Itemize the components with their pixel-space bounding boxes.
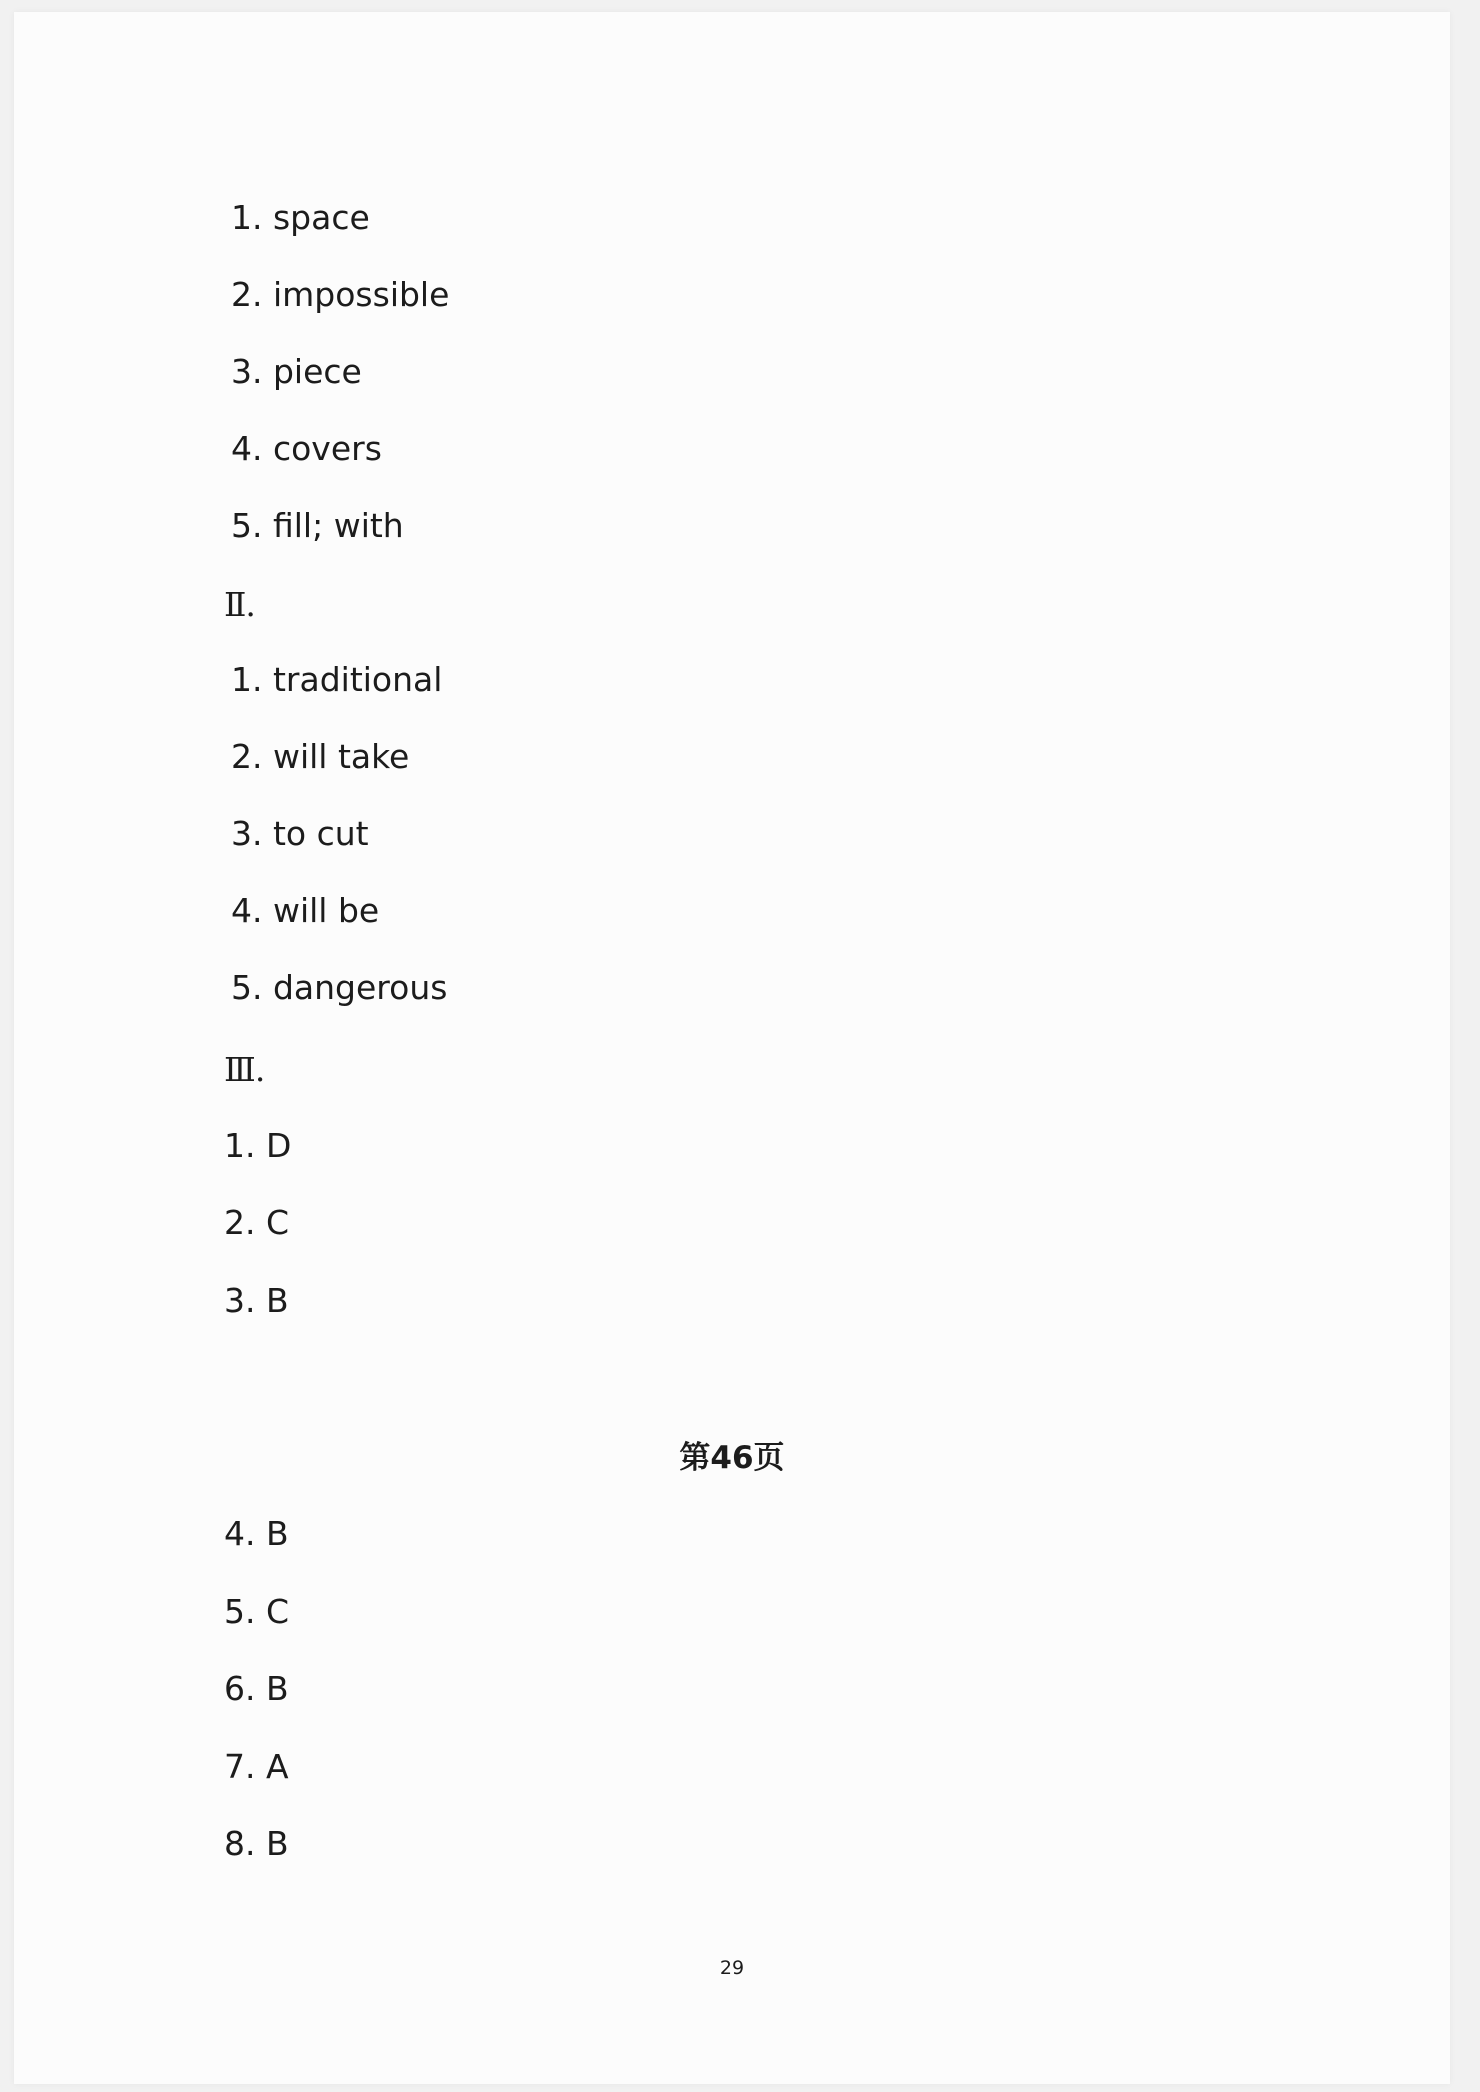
answer-item: 5. C bbox=[224, 1592, 290, 1631]
answer-item: 1. traditional bbox=[231, 660, 443, 699]
answer-item: 7. A bbox=[224, 1747, 289, 1786]
answer-item: 4. B bbox=[224, 1514, 289, 1553]
page-heading: 第46页 bbox=[679, 1440, 785, 1476]
answer-item: 5. dangerous bbox=[231, 968, 448, 1007]
answer-item: 8. B bbox=[224, 1824, 289, 1863]
answer-item: 6. B bbox=[224, 1669, 289, 1708]
answer-item: 1. space bbox=[231, 198, 370, 237]
section-title: Ⅲ. bbox=[224, 1050, 265, 1089]
answer-item: 3. B bbox=[224, 1281, 289, 1320]
answer-item: 2. will take bbox=[231, 737, 410, 776]
answer-item: 3. to cut bbox=[231, 814, 369, 853]
section-title: Ⅱ. bbox=[224, 585, 255, 624]
answer-item: 2. impossible bbox=[231, 275, 450, 314]
page-number: 29 bbox=[719, 1957, 745, 1979]
answer-item: 4. covers bbox=[231, 429, 382, 468]
answer-item: 4. will be bbox=[231, 891, 380, 930]
answer-item: 2. C bbox=[224, 1203, 290, 1242]
document-page bbox=[14, 12, 1450, 2084]
answer-item: 1. D bbox=[224, 1126, 292, 1165]
answer-item: 3. piece bbox=[231, 352, 362, 391]
answer-item: 5. fill; with bbox=[231, 506, 404, 545]
